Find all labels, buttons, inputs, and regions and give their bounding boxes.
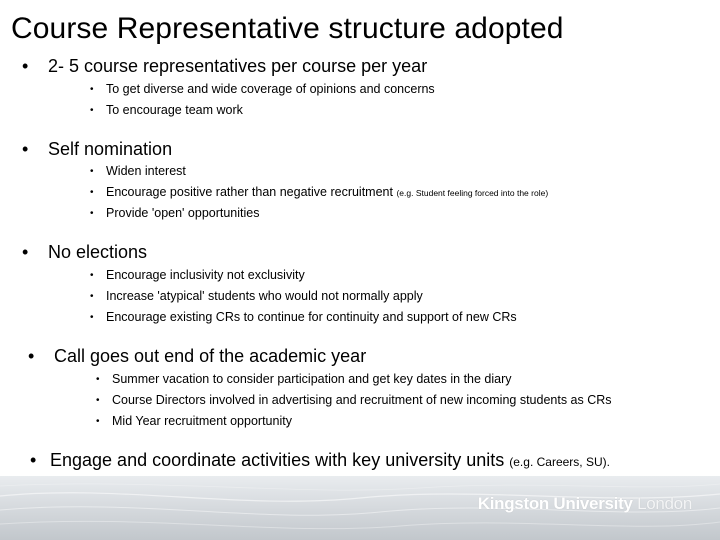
item-text: Widen interest — [106, 164, 186, 178]
bullet: • — [90, 208, 94, 219]
list-item — [90, 100, 435, 121]
section-heading — [22, 55, 435, 77]
item-text: Encourage existing CRs to continue for continuity and support of new CRs — [106, 310, 517, 324]
item-text: Provide 'open' opportunities — [106, 206, 260, 220]
heading-text: 2- 5 course representatives per course per year — [48, 56, 428, 76]
heading-text: No elections — [48, 242, 148, 262]
section-2 — [22, 138, 548, 224]
heading-note: (e.g. Careers, SU). — [509, 455, 610, 469]
bullet: • — [30, 450, 37, 470]
section-4 — [28, 345, 612, 432]
item-text: Summer vacation to consider participation and get key dates in the diary — [112, 372, 512, 386]
list-item — [90, 307, 517, 328]
section-heading — [30, 449, 610, 473]
section-heading — [22, 241, 517, 263]
list-item — [90, 203, 548, 224]
item-text: Increase 'atypical' students who would not normally apply — [106, 289, 423, 303]
bullet: • — [90, 84, 94, 95]
list-item — [90, 79, 435, 100]
bullet: • — [90, 166, 94, 177]
item-note: (e.g. Student feeling forced into the role) — [396, 188, 549, 198]
bullet: • — [90, 270, 94, 281]
list-item — [96, 411, 612, 432]
brand-city: London — [637, 494, 692, 513]
section-heading — [22, 138, 548, 160]
list-item — [96, 369, 612, 390]
kingston-university-logo — [478, 494, 692, 514]
heading-text: Self nomination — [48, 139, 173, 159]
bullet: • — [22, 139, 29, 159]
bullet: • — [22, 56, 29, 76]
bullet: • — [96, 395, 100, 406]
section-heading — [28, 345, 612, 367]
list-item — [90, 286, 517, 307]
list-item — [90, 182, 548, 203]
bullet: • — [90, 312, 94, 323]
section-1 — [22, 55, 435, 121]
item-text: Mid Year recruitment opportunity — [112, 414, 292, 428]
list-item — [90, 265, 517, 286]
list-item — [90, 161, 548, 182]
bullet: • — [22, 242, 29, 262]
item-text: To get diverse and wide coverage of opinions and concerns — [106, 82, 435, 96]
bullet: • — [96, 374, 100, 385]
bullet: • — [90, 187, 94, 198]
item-text: Course Directors involved in advertising and recruitment of new incoming students as CRs — [112, 393, 612, 407]
footer-band — [0, 476, 720, 540]
item-text: To encourage team work — [106, 103, 243, 117]
bullet: • — [28, 346, 35, 366]
bullet: • — [90, 291, 94, 302]
heading-text: Engage and coordinate activities with key university units — [50, 450, 505, 470]
section-3 — [22, 241, 517, 328]
heading-text: Call goes out end of the academic year — [54, 346, 367, 366]
bullet: • — [90, 105, 94, 116]
item-text: Encourage inclusivity not exclusivity — [106, 268, 305, 282]
brand-name: Kingston University — [477, 494, 633, 513]
list-item — [96, 390, 612, 411]
page-title: Course Representative structure adopted — [11, 12, 564, 45]
item-text: Encourage positive rather than negative recruitment — [106, 185, 393, 199]
bullet: • — [96, 416, 100, 427]
section-5 — [30, 449, 610, 473]
